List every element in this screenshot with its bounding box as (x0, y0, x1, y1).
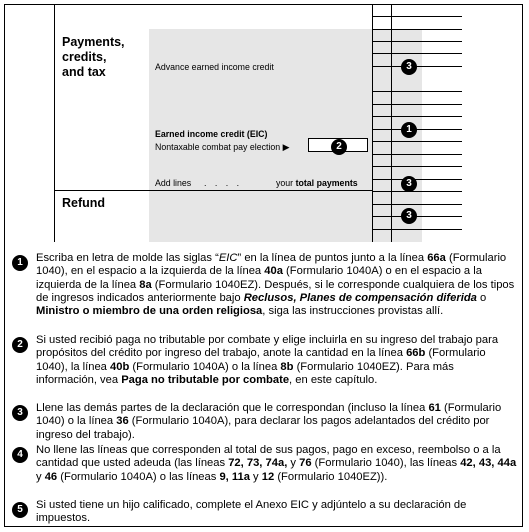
text-run: Paga no tributable por combate (121, 373, 290, 386)
section-title-line-2: credits, (62, 50, 107, 64)
text-run: 8a (139, 278, 152, 291)
ruled-line (372, 29, 462, 30)
column-divider-1 (372, 4, 373, 242)
text-run: Ministro o miembro de una orden religiosa (36, 305, 263, 318)
marker-refund: 3 (401, 208, 417, 224)
text-run: 42, 43, 44a (460, 457, 517, 470)
ruled-line (372, 229, 462, 230)
column-divider-2 (391, 4, 392, 242)
text-run: (Formulario 1040EZ)). (274, 470, 388, 483)
ruled-line (372, 116, 462, 117)
instruction-text (36, 334, 517, 387)
text-run: (Formulario 1040A) o en el espacio a la izquierda de la línea (36, 265, 482, 291)
text-run: (Formulario 1040A) o la línea (129, 360, 281, 373)
text-run: (Formulario 1040), en el espacio a la izquierda de la línea (36, 252, 507, 278)
instruction-text (36, 252, 517, 318)
ruled-line (372, 204, 462, 205)
marker-eic: 1 (401, 122, 417, 138)
text-run: 40b (110, 360, 130, 373)
text-run: 8b (280, 360, 294, 373)
marker-combat-pay: 2 (331, 139, 347, 155)
ruled-line (372, 129, 462, 130)
text-run: y (249, 470, 262, 483)
text-run: 36 (116, 415, 129, 428)
ruled-line (372, 154, 462, 155)
text-run: Si usted recibió paga no tributable por combate y elige incluirla en su ingreso del trabajo para propósitos del crédito por ingreso del trabajo, anote la cantidad en la línea (36, 334, 499, 360)
text-run: (Formulario 1040EZ). Para más información, vea (36, 360, 454, 386)
ruled-line (372, 41, 462, 42)
text-run: (Formulario 1040), la línea (36, 347, 486, 373)
ruled-line (372, 104, 462, 105)
text-run: Llene las demás partes de la declaración que le correspondan (incluso la línea (36, 402, 429, 414)
instruction-text (36, 499, 517, 526)
ruled-line (372, 179, 462, 180)
text-run: y (36, 470, 45, 483)
ruled-line (372, 141, 462, 142)
instruction-text (36, 402, 517, 442)
ruled-line (372, 166, 462, 167)
instruction-text (36, 444, 517, 484)
text-run: Si usted tiene un hijo calificado, complete el Anexo EIC y adjúntelo a su declaración de impuestos. (36, 499, 467, 525)
eic-label: Earned income credit (EIC) (155, 129, 268, 139)
text-run: (Formulario 1040A), para declarar los pagos adelantados del crédito por ingreso del trabajo). (36, 415, 490, 441)
ruled-line (372, 53, 462, 54)
text-run: 46 (44, 470, 58, 483)
section-title-line-3: and tax (62, 65, 106, 79)
text-run: No llene las líneas que corresponden al total de sus pagos, pago en exceso, reembolso o a la cantidad que usted adeuda (las líneas (36, 444, 501, 470)
ruled-line (372, 91, 462, 92)
advance-eic-label: Advance earned income credit (155, 62, 274, 72)
text-run: (Formulario 1040A) o las líneas (57, 470, 220, 483)
form-illustration (54, 4, 462, 242)
text-run: y (287, 457, 300, 470)
combat-pay-label: Nontaxable combat pay election ▶ (155, 142, 290, 152)
text-run: 61 (428, 402, 441, 414)
section-title-line-1: Payments, (62, 35, 125, 49)
add-lines-label: Add lines (155, 178, 192, 188)
text-run: ” en la línea de puntos junto a la línea (237, 252, 428, 264)
ruled-line (372, 191, 462, 192)
step-number-badge: 2 (12, 337, 28, 353)
step-number-badge: 4 (12, 447, 28, 463)
text-run: EIC (218, 252, 238, 264)
text-run: Reclusos, Planes de compensación diferida (243, 291, 477, 304)
step-number-badge: 5 (12, 502, 28, 518)
marker-advance-eic: 3 (401, 59, 417, 75)
step-number-badge: 1 (12, 255, 28, 271)
text-run: o (476, 291, 487, 304)
step-number-badge: 3 (12, 405, 28, 421)
text-run: 40a (264, 265, 283, 278)
text-run: , en este capítulo. (289, 373, 378, 386)
form-left-border (54, 4, 55, 242)
text-run: 66b (406, 347, 426, 360)
text-run: (Formulario 1040) o la línea (36, 402, 502, 428)
ruled-line (372, 16, 462, 17)
text-run: 66a (427, 252, 446, 264)
text-run: (Formulario 1040), las líneas (311, 457, 461, 470)
text-run: Escriba en letra de molde las siglas “ (36, 252, 219, 264)
ruled-line (372, 66, 462, 67)
marker-total-payments: 3 (401, 176, 417, 192)
ruled-line (372, 216, 462, 217)
text-run: 72, 73, 74a, (228, 457, 288, 470)
text-run: 12 (261, 470, 275, 483)
refund-label: Refund (62, 196, 106, 210)
text-run: 76 (299, 457, 312, 470)
text-run: , siga las instrucciones provistas allí. (262, 305, 444, 318)
total-payments-label: your total payments (276, 178, 358, 188)
text-run: (Formulario 1040EZ). Después, si le corresponde cualquiera de los tipos de ingresos indicados anteriormente bajo (36, 278, 515, 304)
section-separator (54, 190, 372, 191)
text-run: 9, 11a (219, 470, 250, 483)
leader-dots: . . . . (204, 178, 243, 188)
